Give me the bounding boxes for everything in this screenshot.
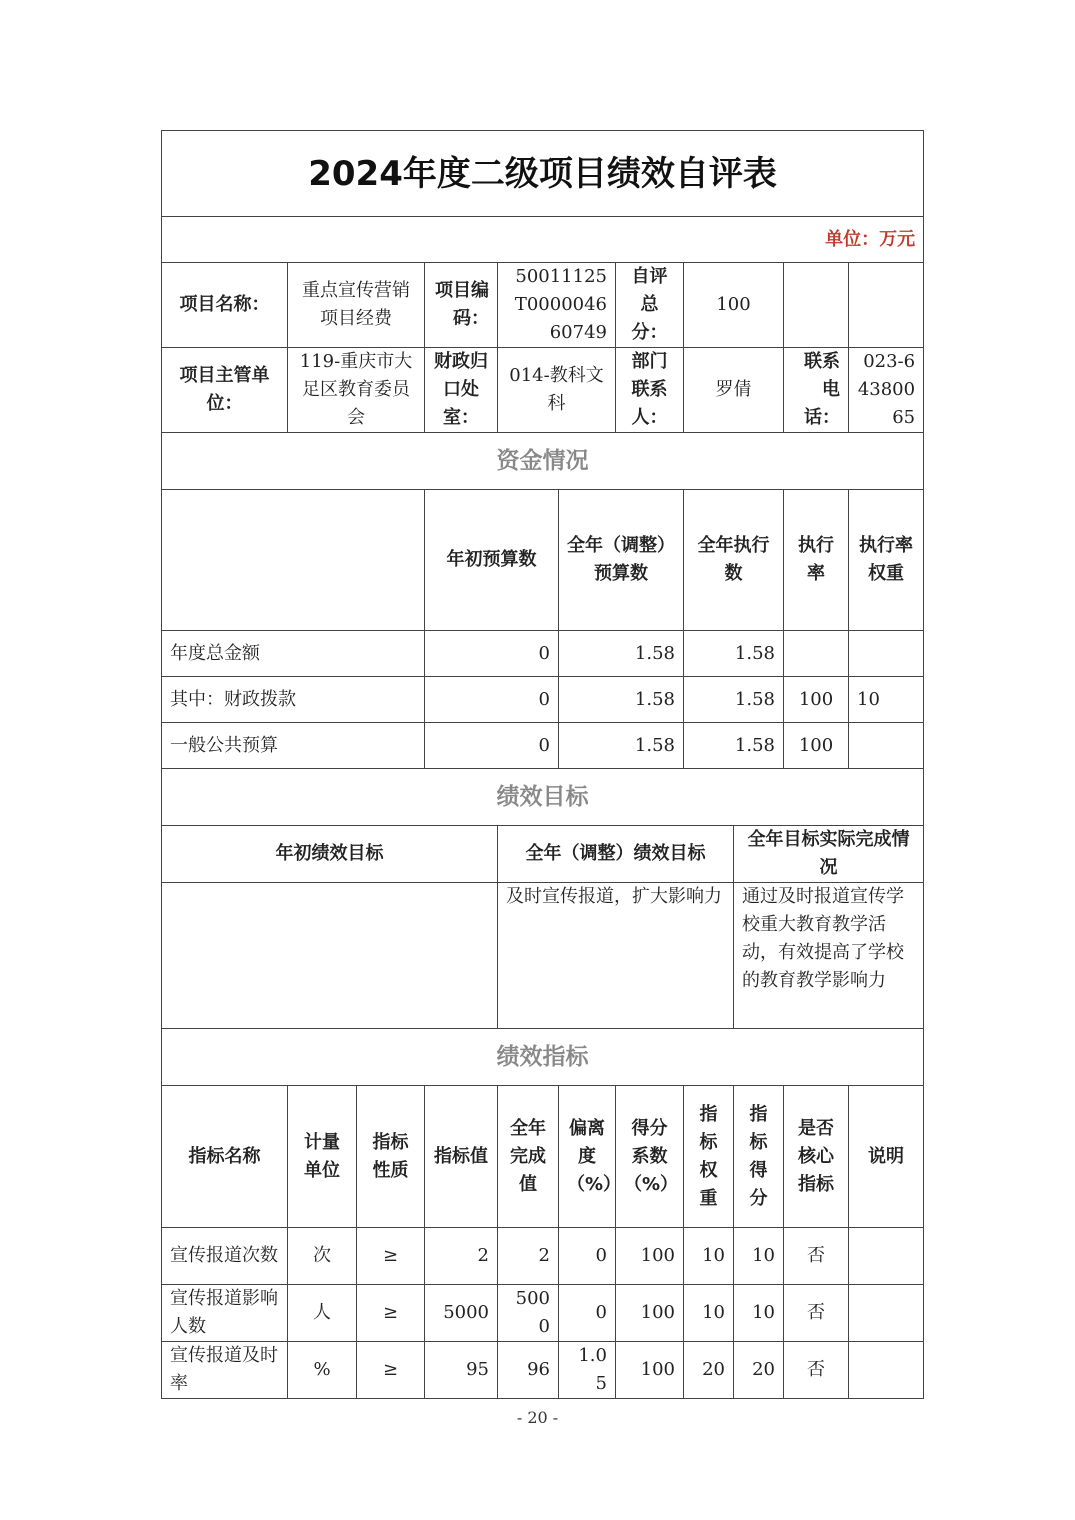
funds-row-rate: 100 xyxy=(784,723,849,769)
section-goals: 绩效目标 xyxy=(162,769,924,826)
indicator-row xyxy=(162,1342,924,1399)
funds-row-initial: 0 xyxy=(425,677,559,723)
project-name-label: 项目名称： xyxy=(162,263,288,348)
ind-row-score: 10 xyxy=(734,1228,784,1285)
score-label: 自评总分： xyxy=(616,263,684,348)
ind-row-actual: 2 xyxy=(498,1228,559,1285)
ind-header-nature: 指标性质 xyxy=(357,1086,425,1228)
funds-row-executed: 1.58 xyxy=(684,723,784,769)
ind-row-note xyxy=(849,1285,924,1342)
funds-row xyxy=(162,677,924,723)
funds-header-rate: 执行率 xyxy=(784,490,849,631)
empty-cell xyxy=(784,263,849,348)
ind-row-core: 否 xyxy=(784,1285,849,1342)
page-title: 2024年度二级项目绩效自评表 xyxy=(162,131,924,217)
funds-header-weight: 执行率权重 xyxy=(849,490,924,631)
dept-label: 项目主管单位： xyxy=(162,348,288,433)
ind-row-coef: 100 xyxy=(616,1285,684,1342)
empty-cell xyxy=(849,263,924,348)
score-value: 100 xyxy=(684,263,784,348)
funds-row-adjusted: 1.58 xyxy=(559,723,684,769)
funds-row-rate: 100 xyxy=(784,677,849,723)
funds-row xyxy=(162,631,924,677)
ind-row-unit: % xyxy=(288,1342,357,1399)
goals-header-adjusted: 全年（调整）绩效目标 xyxy=(498,826,734,883)
section-indicators: 绩效指标 xyxy=(162,1029,924,1086)
page-number: - 20 - xyxy=(516,1408,559,1427)
ind-row-coef: 100 xyxy=(616,1342,684,1399)
project-code-label: 项目编码： xyxy=(425,263,498,348)
goals-initial xyxy=(162,883,498,1029)
funds-row-name: 其中：财政拨款 xyxy=(162,677,425,723)
unit-label: 单位：万元 xyxy=(162,217,924,263)
ind-row-weight: 10 xyxy=(684,1285,734,1342)
ind-row-weight: 20 xyxy=(684,1342,734,1399)
ind-row-score: 10 xyxy=(734,1285,784,1342)
dept-value: 119-重庆市大足区教育委员会 xyxy=(288,348,425,433)
ind-row-weight: 10 xyxy=(684,1228,734,1285)
project-name-value: 重点宣传营销项目经费 xyxy=(288,263,425,348)
ind-header-note: 说明 xyxy=(849,1086,924,1228)
funds-row-executed: 1.58 xyxy=(684,677,784,723)
ind-row-value: 95 xyxy=(425,1342,498,1399)
ind-row-core: 否 xyxy=(784,1228,849,1285)
ind-row-note xyxy=(849,1228,924,1285)
funds-row-name: 年度总金额 xyxy=(162,631,425,677)
ind-row-note xyxy=(849,1342,924,1399)
ind-row-name: 宣传报道影响人数 xyxy=(162,1285,288,1342)
ind-header-value: 指标值 xyxy=(425,1086,498,1228)
funds-header-initial: 年初预算数 xyxy=(425,490,559,631)
funds-row-weight xyxy=(849,723,924,769)
ind-header-deviation: 偏离度（%） xyxy=(559,1086,616,1228)
ind-row-name: 宣传报道及时率 xyxy=(162,1342,288,1399)
funds-row-weight: 10 xyxy=(849,677,924,723)
ind-row-deviation: 0 xyxy=(559,1285,616,1342)
ind-row-core: 否 xyxy=(784,1342,849,1399)
ind-header-coef: 得分系数（%） xyxy=(616,1086,684,1228)
funds-row xyxy=(162,723,924,769)
funds-header-adjusted: 全年（调整）预算数 xyxy=(559,490,684,631)
funds-row-name: 一般公共预算 xyxy=(162,723,425,769)
phone-value: 023-64380065 xyxy=(849,348,924,433)
contact-label: 部门联系人： xyxy=(616,348,684,433)
funds-row-weight xyxy=(849,631,924,677)
funds-row-executed: 1.58 xyxy=(684,631,784,677)
ind-header-core: 是否核心指标 xyxy=(784,1086,849,1228)
section-funds: 资金情况 xyxy=(162,433,924,490)
ind-row-actual: 5000 xyxy=(498,1285,559,1342)
indicator-row xyxy=(162,1285,924,1342)
ind-header-actual: 全年完成值 xyxy=(498,1086,559,1228)
ind-row-unit: 次 xyxy=(288,1228,357,1285)
goals-header-initial: 年初绩效目标 xyxy=(162,826,498,883)
funds-header-blank xyxy=(162,490,425,631)
ind-row-name: 宣传报道次数 xyxy=(162,1228,288,1285)
goals-adjusted: 及时宣传报道，扩大影响力 xyxy=(498,883,734,1029)
funds-row-initial: 0 xyxy=(425,723,559,769)
ind-row-value: 5000 xyxy=(425,1285,498,1342)
office-label: 财政归口处室： xyxy=(425,348,498,433)
ind-header-unit: 计量单位 xyxy=(288,1086,357,1228)
contact-value: 罗倩 xyxy=(684,348,784,433)
funds-header-executed: 全年执行数 xyxy=(684,490,784,631)
ind-row-value: 2 xyxy=(425,1228,498,1285)
ind-row-actual: 96 xyxy=(498,1342,559,1399)
office-value: 014-教科文科 xyxy=(498,348,616,433)
ind-header-name: 指标名称 xyxy=(162,1086,288,1228)
funds-row-adjusted: 1.58 xyxy=(559,631,684,677)
indicator-row xyxy=(162,1228,924,1285)
ind-row-deviation: 0 xyxy=(559,1228,616,1285)
performance-table xyxy=(161,130,924,1399)
ind-row-nature: ≥ xyxy=(357,1285,425,1342)
goals-actual: 通过及时报道宣传学校重大教育教学活动，有效提高了学校的教育教学影响力 xyxy=(734,883,924,1029)
project-code-value: 50011125T000004660749 xyxy=(498,263,616,348)
ind-row-nature: ≥ xyxy=(357,1228,425,1285)
ind-header-score: 指标得分 xyxy=(734,1086,784,1228)
ind-row-nature: ≥ xyxy=(357,1342,425,1399)
funds-row-initial: 0 xyxy=(425,631,559,677)
ind-header-weight: 指标权重 xyxy=(684,1086,734,1228)
ind-row-coef: 100 xyxy=(616,1228,684,1285)
goals-header-actual: 全年目标实际完成情况 xyxy=(734,826,924,883)
ind-row-deviation: 1.05 xyxy=(559,1342,616,1399)
ind-row-score: 20 xyxy=(734,1342,784,1399)
phone-label: 联系电话： xyxy=(784,348,849,433)
funds-row-adjusted: 1.58 xyxy=(559,677,684,723)
ind-row-unit: 人 xyxy=(288,1285,357,1342)
funds-row-rate xyxy=(784,631,849,677)
